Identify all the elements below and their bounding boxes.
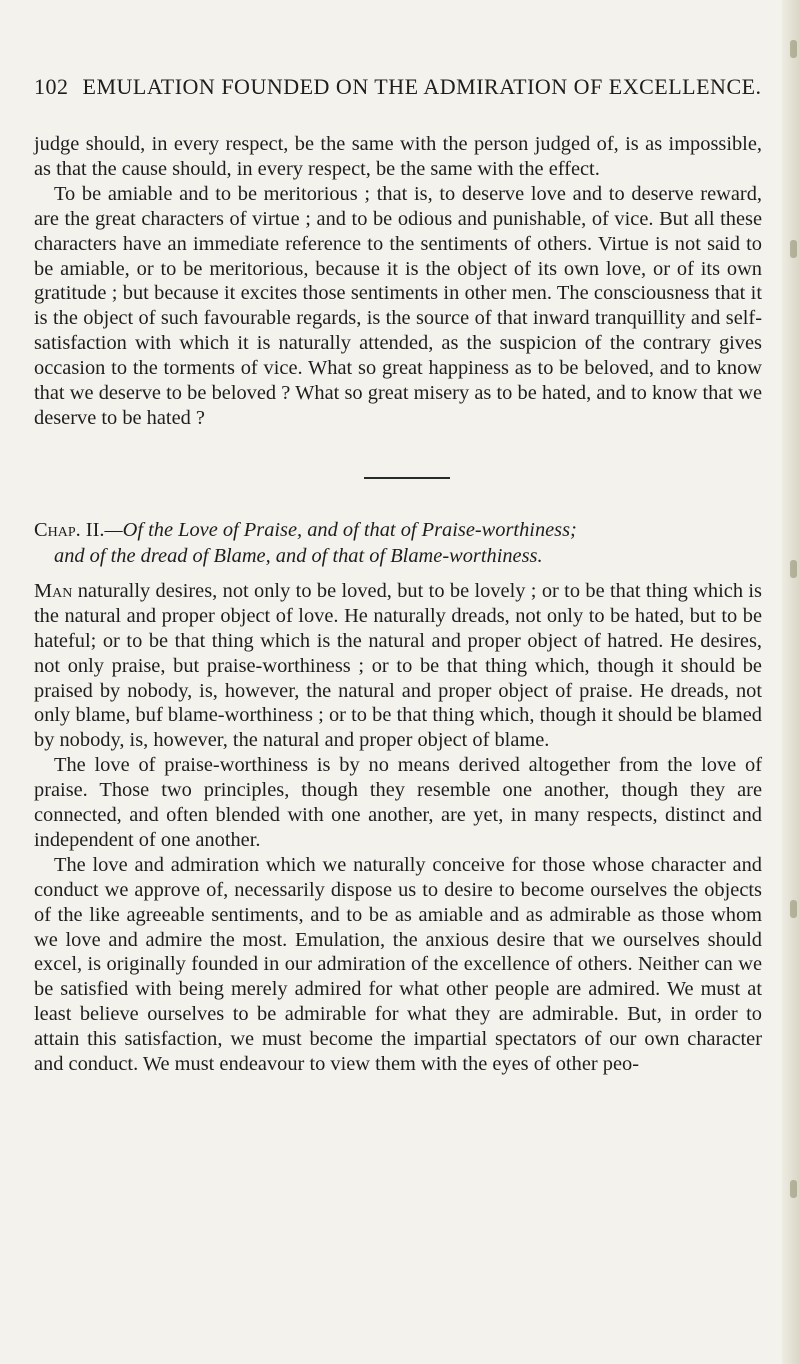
paragraph-text: naturally desires, not only to be loved, but to be lovely ; or to be that thing which is the natural and proper object of love. He naturally dreads, not only to be hated, but to be hateful; or to be that thing which is the natural and proper object of hatred. He desires, not only praise, but praise-worthiness ; or to be that thing which, though it should be praised by nobody, is, however, the natural and proper object of praise. He dreads, not only blame, buf blame-worthiness ; or to be that thing which, though it should be blamed by nobody, is, however, the natural and proper object of blame. [34,579,762,752]
paragraph: The love and admiration which we naturally conceive for those whose character and conduct we approve of, necessarily dispose us to desire to become ourselves the objects of the like agreeable sentiments, and to be as amiable and as admirable as those whom we love and admire the most. Emulation, the anxious desire that we ourselves should excel, is originally founded in our admiration of the excellence of others. Neither can we be satisfied with being merely admired for what other people are admired. We must at least believe ourselves to be admirable for what they are admirable. But, in order to attain this satisfaction, we must become the impartial spectators of our own character and conduct. We must endeavour to view them with the eyes of other peo- [34,853,762,1076]
stain-mark [790,900,797,918]
section-divider [364,477,450,479]
chapter-title-line1: —Of the Love of Praise, and of that of Praise-worthiness; [104,518,577,541]
stain-mark [790,40,797,58]
chapter-label: Chap. II. [34,518,105,541]
page-edge-shadow [782,0,800,1364]
stain-mark [790,1180,797,1198]
paragraph: The love of praise-worthiness is by no means derived altogether from the love of praise. Those two principles, though they resemble one another, though they are connected, and often blended with one another, are yet, in many respects, distinct and independent of one another. [34,754,762,851]
paragraph [34,579,762,753]
drop-word: Man [34,579,73,602]
page-number: 102 [34,74,69,99]
running-head [34,74,762,100]
stain-mark [790,240,797,258]
chapter-title-line2: and of the dread of Blame, and of that of Blame-worthiness. [54,544,543,567]
running-title: EMULATION FOUNDED ON THE ADMIRATION OF EXCELLENCE. [82,74,762,99]
chapter-heading [34,517,762,569]
book-page [34,74,762,1077]
stain-mark [790,560,797,578]
paragraph: To be amiable and to be meritorious ; that is, to deserve love and to deserve reward, are the great characters of virtue ; and to be odious and punishable, of vice. But all these characters have an immediate reference to the sentiments of others. Virtue is not said to be amiable, or to be meritorious, because it is the object of its own love, or of its own gratitude ; but because it excites those sentiments in other men. The consciousness that it is the object of such favourable regards, is the source of that inward tranquillity and self-satisfaction with which it is naturally attended, as the suspicion of the contrary gives occasion to the torments of vice. What so great happiness as to be beloved, and to know that we deserve to be beloved ? What so great misery as to be hated, and to know that we deserve to be hated ? [34,182,762,429]
paragraph: judge should, in every respect, be the same with the person judged of, is as impossible, as that the cause should, in every respect, be the same with the effect. [34,133,762,180]
